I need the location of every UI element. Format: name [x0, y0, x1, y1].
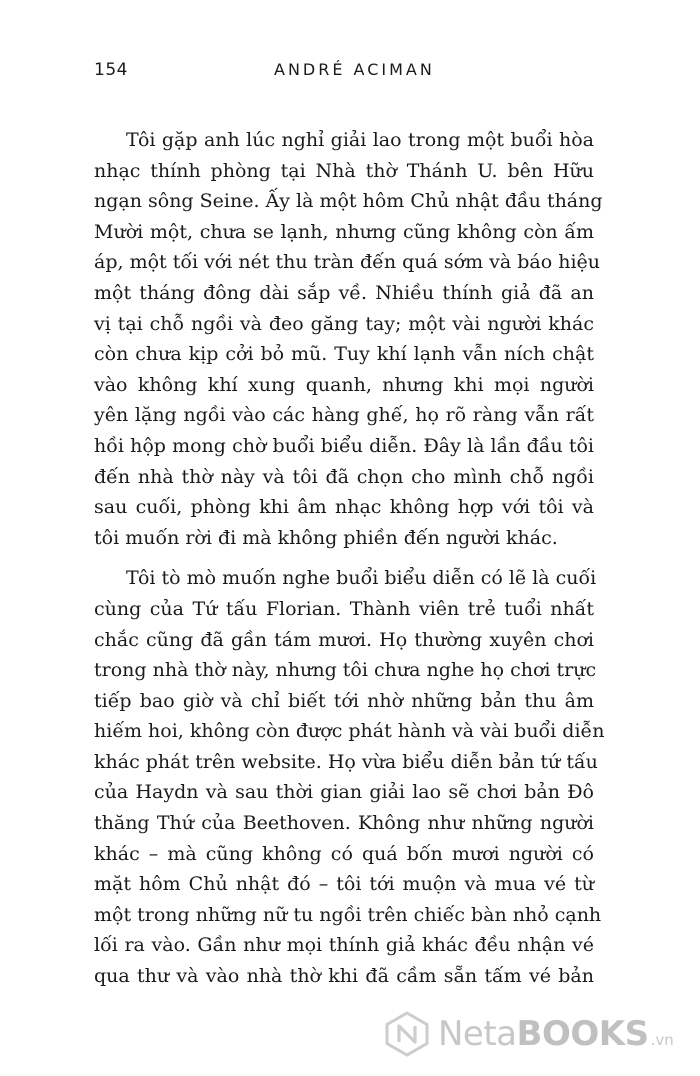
text-line: thăng Thứ của Beethoven. Không như những người: [94, 812, 594, 835]
text-line: Mười một, chưa se lạnh, nhưng cũng không còn ấm: [94, 220, 594, 243]
text-line: nhạc thính phòng tại Nhà thờ Thánh U. bên Hữu: [94, 159, 594, 182]
paragraph-2: [94, 563, 605, 991]
text-line: áp, một tối với nét thu tràn đến quá sớm và báo hiệu: [94, 251, 600, 274]
text-line: một tháng đông dài sắp về. Nhiều thính giả đã an: [94, 281, 594, 304]
netabooks-watermark: [384, 1008, 674, 1060]
text-line: khác – mà cũng không có quá bốn mươi người có: [94, 842, 594, 865]
text-line: tiếp bao giờ và chỉ biết tới nhờ những bản thu âm: [94, 689, 594, 712]
watermark-brand: [438, 1014, 649, 1054]
text-line: chắc cũng đã gần tám mươi. Họ thường xuyên chơi: [94, 628, 594, 651]
text-line: tôi muốn rời đi mà không phiền đến người khác.: [94, 526, 558, 549]
text-line: của Haydn và sau thời gian giải lao sẽ chơi bản Đô: [94, 781, 594, 804]
netabooks-logo-icon: [384, 1011, 430, 1057]
text-line: vị tại chỗ ngồi và đeo găng tay; một vài người khác: [94, 312, 594, 335]
text-line: một trong những nữ tu ngồi trên chiếc bàn nhỏ cạnh: [94, 903, 602, 926]
watermark-brand-bold: BOOKS: [516, 1014, 649, 1054]
text-line: lối ra vào. Gần như mọi thính giả khác đều nhận vé: [94, 934, 594, 957]
running-head-author: ANDRÉ ACIMAN: [274, 60, 435, 79]
page-header: [94, 60, 614, 90]
text-line: Tôi gặp anh lúc nghỉ giải lao trong một buổi hòa: [126, 129, 594, 151]
text-line: trong nhà thờ này, nhưng tôi chưa nghe họ chơi trực: [94, 659, 597, 682]
text-line: hồi hộp mong chờ buổi biểu diễn. Đây là lần đầu tôi: [94, 434, 594, 457]
text-line: qua thư và vào nhà thờ khi đã cầm sẵn tấm vé bản: [94, 965, 594, 988]
text-line: hiếm hoi, không còn được phát hành và vài buổi diễn: [94, 720, 605, 743]
page-number: 154: [94, 60, 128, 80]
text-line: đến nhà thờ này và tôi đã chọn cho mình chỗ ngồi: [94, 465, 594, 488]
text-line: yên lặng ngồi vào các hàng ghế, họ rõ ràng vẫn rất: [94, 404, 594, 427]
text-line: khác phát trên website. Họ vừa biểu diễn bản tứ tấu: [94, 750, 598, 773]
text-line: Tôi tò mò muốn nghe buổi biểu diễn có lẽ là cuối: [126, 567, 597, 590]
text-line: mặt hôm Chủ nhật đó – tôi tới muộn và mua vé từ: [94, 873, 594, 896]
text-line: vào không khí xung quanh, nhưng khi mọi người: [94, 373, 594, 396]
watermark-tld: .vn: [650, 1031, 674, 1049]
text-line: cùng của Tứ tấu Florian. Thành viên trẻ tuổi nhất: [94, 597, 594, 620]
paragraph-1: [94, 125, 603, 553]
text-line: còn chưa kịp cởi bỏ mũ. Tuy khí lạnh vẫn ních chật: [94, 343, 594, 366]
body-text: [94, 125, 605, 1002]
text-line: sau cuối, phòng khi âm nhạc không hợp với tôi và: [94, 496, 594, 519]
text-line: ngạn sông Seine. Ấy là một hôm Chủ nhật đầu tháng: [94, 190, 603, 213]
watermark-brand-light: Neta: [438, 1014, 517, 1054]
